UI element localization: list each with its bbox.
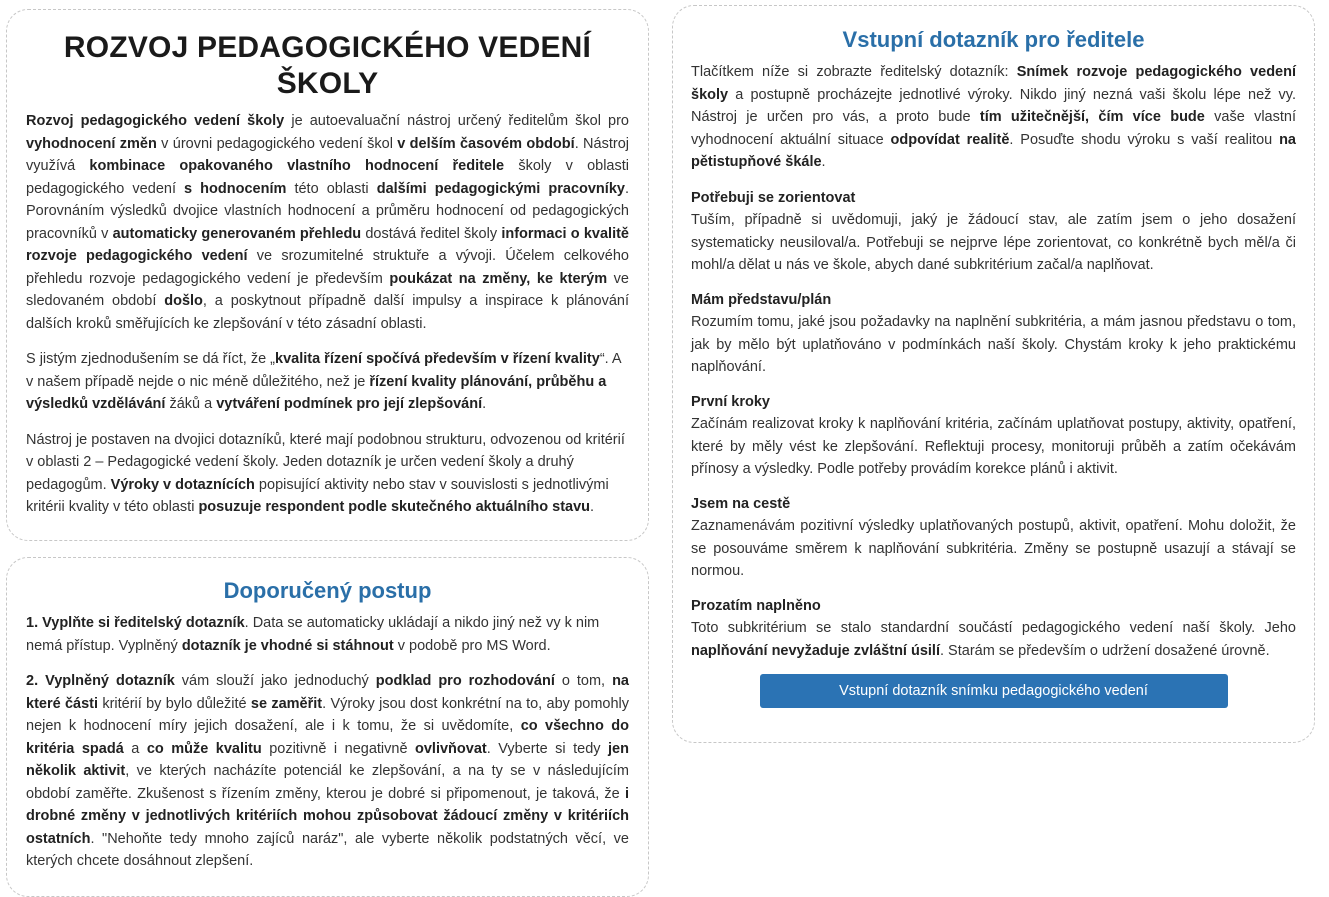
director-title: Vstupní dotazník pro ředitele	[842, 27, 1145, 52]
bold-text: řízení kvality plánování, průběhu a výsledků vzdělávání	[26, 373, 607, 412]
bold-text: na které části	[26, 673, 629, 712]
text-run: o tom,	[554, 673, 613, 689]
bold-text: informaci o kvalitě rozvoje pedagogického vedení	[26, 225, 629, 264]
text-run: .	[590, 499, 595, 515]
bold-text: se zaměřit	[250, 695, 323, 712]
text-run: .	[821, 154, 826, 170]
text-run: školy v oblasti pedagogického vedení	[26, 158, 630, 197]
text-run: popisující aktivity nebo stav v souvislosti s jednotlivými kritérii kvality v této oblasti	[26, 476, 609, 515]
bold-text: dalšími pedagogickými pracovníky	[376, 180, 625, 197]
text-run: .	[482, 396, 487, 412]
text-run: ve sledovaném období	[26, 270, 629, 309]
text-run: . Starám se především o udržení dosažené úrovně.	[940, 642, 1270, 659]
bold-text: dotazník je vhodné si stáhnout	[181, 637, 394, 654]
bold-text: vyhodnocení změn	[26, 135, 157, 152]
level-4	[691, 493, 1296, 583]
level-2-title: Mám představu/plán	[691, 291, 832, 308]
text-run: ve srozumitelné struktuře a vývoji. Účelem celkového přehledu rozvoje pedagogického vedení je především	[26, 248, 629, 287]
text-run: Toto subkritérium se stalo standardní součástí pedagogického vedení naší školy. Jeho	[691, 620, 1296, 636]
bold-text: v delším časovém období	[397, 135, 575, 152]
text-run: dostává ředitel školy	[361, 225, 502, 242]
text-run: . Výroky jsou dost konkrétní na to, aby pomohly nejen k hodnocení míry jejich dosažení, ale i k tomu, že si uvědomíte,	[26, 695, 630, 734]
intro-paragraph-3	[26, 429, 629, 519]
bold-text: vytváření podmínek pro její zlepšování	[216, 396, 483, 412]
bold-text: 1. Vyplňte si ředitelský dotazník	[26, 615, 245, 631]
text-run: kritérií by bylo důležité	[98, 695, 251, 712]
text-run: vaše vlastní vyhodnocení aktuální situace	[691, 109, 1296, 148]
level-2-text: Rozumím tomu, jaké jsou požadavky na naplnění subkritéria, a mám jasnou představu o tom, jak by mělo být uplatňováno v podmínkách naší školy. Chystám kroky k jeho praktickému naplňování.	[691, 314, 1296, 375]
text-run: a	[123, 740, 147, 757]
level-3-title: První kroky	[691, 393, 770, 410]
level-3-text: Začínám realizovat kroky k naplňování kritéria, začínám uplatňovat postupy, aktivity, opatření, které by měly vést ke zlepšování. Reflektuji procesy, monitoruji průběh a zatím očekávám přínosy a výsledky. Podle potřeby provádím korekce plánů i aktivit.	[691, 416, 1296, 477]
intro-paragraph-1	[26, 110, 629, 335]
cta-wrapper	[691, 674, 1296, 708]
bold-text: tím užitečnější, čím více bude	[979, 109, 1205, 125]
director-intro	[691, 61, 1296, 174]
text-run: . Data se automaticky ukládají a nikdo jiný než vy k nim nemá přístup. Vyplněný	[26, 615, 600, 654]
text-run: S jistým zjednodušením se dá říct, že „	[26, 351, 276, 367]
level-1-text: Tuším, případně si uvědomuji, jaký je žádoucí stav, ale zatím jsem o jeho dosažení systematicky neusiloval/a. Potřebuji se nejprve lépe zorientovat, co konkrétně bych měl/a či mohl/a dělat u nás ve škole, abych dané subkritérium začal/a naplňovat.	[691, 212, 1296, 273]
level-1	[691, 187, 1296, 277]
recommended-steps-card	[6, 557, 649, 897]
bold-text: Snímek rozvoje pedagogického vedení školy	[691, 64, 1296, 103]
text-run: . Vyberte si tedy	[486, 740, 609, 757]
intro-paragraph-2	[26, 348, 629, 416]
bold-text: co může kvalitu	[146, 740, 262, 757]
level-4-text: Zaznamenávám pozitivní výsledky uplatňovaných postupů, aktivit, opatření. Mohu doložit, že se posouváme směrem k naplňování subkritéria. Změny se postupně usazují a stávají se normou.	[691, 518, 1296, 579]
text-run: “. A v našem případě nejde o nic méně důležitého, než je	[26, 351, 621, 390]
bold-text: podklad pro rozhodování	[375, 673, 555, 689]
bold-text: kvalita řízení spočívá především v řízení kvality	[275, 351, 600, 367]
open-questionnaire-button[interactable]: Vstupní dotazník snímku pedagogického vedení	[760, 674, 1228, 708]
text-run: žáků a	[165, 396, 217, 412]
bold-text: došlo	[164, 293, 203, 309]
bold-text: posuzuje respondent podle skutečného aktuálního stavu	[198, 499, 591, 515]
level-5-title: Prozatím naplněno	[691, 597, 821, 614]
text-run: Tlačítkem níže si zobrazte ředitelský dotazník:	[691, 64, 1017, 80]
text-run: Nástroj je postaven na dvojici dotazníků, které mají podobnou strukturu, odvozenou od kritérií v oblasti 2 – Pedagogické vedení školy. Jeden dotazník je určen vedení školy a druhý pedagogům.	[26, 431, 625, 493]
steps-title: Doporučený postup	[223, 578, 432, 603]
bold-text: s hodnocením	[184, 180, 287, 197]
text-run: této oblasti	[286, 180, 377, 197]
text-run: pozitivně i negativně	[261, 740, 416, 757]
bold-text: naplňování nevyžaduje zvláštní úsilí	[691, 642, 940, 659]
bold-text: poukázat na změny, ke kterým	[389, 270, 608, 287]
text-run: v úrovni pedagogického vedení škol	[156, 135, 398, 152]
text-run: a postupně procházejte jednotlivé výroky. Nikdo jiný nezná vaši školu lépe než vy. Nástroj je určen pro vás, a proto bude	[691, 86, 1296, 125]
bold-text: Rozvoj pedagogického vedení školy	[26, 113, 285, 129]
director-questionnaire-card	[672, 5, 1315, 743]
bold-text: 2. Vyplněný dotazník	[26, 673, 175, 689]
bold-text: odpovídat realitě	[890, 131, 1010, 148]
text-run: je autoevaluační nástroj určený ředitelům škol pro	[284, 113, 630, 129]
level-5	[691, 595, 1296, 663]
level-2	[691, 289, 1296, 379]
bold-text: jen několik aktivit	[26, 740, 629, 779]
bold-text: co všechno do kritéria spadá	[26, 718, 629, 757]
level-3	[691, 391, 1296, 481]
level-1-title: Potřebuji se zorientovat	[691, 189, 856, 206]
step-2-text	[26, 670, 629, 873]
level-5-text	[691, 620, 1296, 659]
text-run: . Posuďte shodu výroku s vaší realitou	[1009, 131, 1280, 148]
text-run: , a poskytnout případně další impulsy a inspirace k plánování dalších kroků směřujících ke zlepšování v této zásadní oblasti.	[26, 293, 629, 332]
bold-text: automaticky generovaném přehledu	[112, 225, 362, 242]
text-run: . Nástroj využívá	[26, 135, 629, 174]
page-title: ROZVOJ PEDAGOGICKÉHO VEDENÍ ŠKOLY	[63, 31, 592, 100]
level-4-title: Jsem na cestě	[691, 495, 791, 512]
text-run: . Porovnáním výsledků dvojice vlastních hodnocení a průměru hodnocení od pedagogických pracovníků v	[26, 180, 629, 242]
bold-text: i drobné změny v jednotlivých kritériích mohou způsobovat žádoucí změny v kritériích ostatních	[26, 785, 629, 847]
text-run: , ve kterých nacházíte potenciál ke zlepšování, a na ty se v následujícím období zaměřte. Zkušenost s řízením změny, kterou je dobré si připomenout, je taková, že	[26, 763, 629, 802]
bold-text: ovlivňovat	[415, 740, 487, 757]
text-run: vám slouží jako jednoduchý	[174, 673, 376, 689]
bold-text: na pětistupňové škále	[691, 131, 1296, 170]
bold-text: kombinace opakovaného vlastního hodnocení ředitele	[89, 158, 505, 174]
text-run: . "Nehoňte tedy mnoho zajíců naráz", ale vyberte několik podstatných věcí, ve kterých chcete dosáhnout zlepšení.	[26, 830, 629, 869]
intro-card	[6, 9, 649, 541]
step-1-text	[26, 612, 629, 657]
bold-text: Výroky v dotaznících	[110, 476, 255, 493]
text-run: v podobě pro MS Word.	[393, 637, 551, 654]
